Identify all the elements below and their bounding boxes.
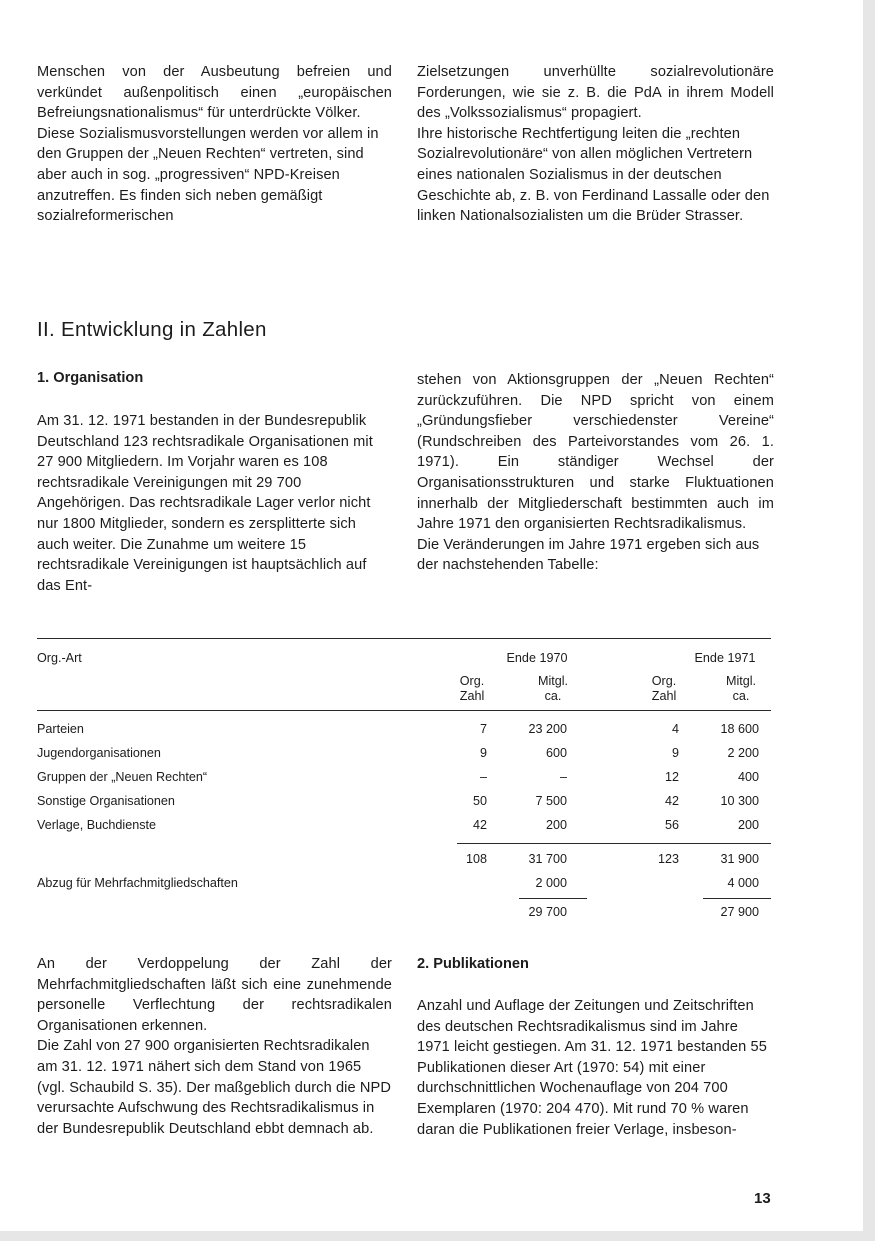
cell-mitgl-1970: – xyxy=(559,770,567,784)
page-number: 13 xyxy=(754,1190,771,1207)
row-label: Verlage, Buchdienste xyxy=(37,818,157,832)
subheader-mitgl-1971: Mitgl. ca. xyxy=(725,674,757,703)
paragraph: Anzahl und Auflage der Zeitungen und Zeitschriften des deutschen Rechtsradikalismus sind im Jahre 1971 leicht gestiegen. Am 31. 12. 1971 bestanden 55 Publikationen dieser Art (1970: 54) mit einer durchschnittlichen Wochenauflage von 204 700 Exemplaren (1970: 204 470). Mit rund 70 % waren daran die Publikationen freier Verlage, insbeson- xyxy=(417,998,767,1138)
paragraph: Ihre historische Rechtfertigung leiten die „rechten Sozialrevolutionäre“ von allen möglichen Vertretern eines nationalen Sozialismus in der deutschen Geschichte ab, z. B. von Ferdinand Lassalle oder den linken Nationalsozialisten um die Brüder Strasser. xyxy=(417,125,770,225)
section-title: II. Entwicklung in Zahlen xyxy=(37,318,267,341)
bottom-right-column xyxy=(417,996,774,1140)
top-left-column xyxy=(37,62,392,227)
cell-mitgl-1970: 600 xyxy=(545,746,567,760)
row-label: Sonstige Organisationen xyxy=(37,794,175,808)
organisation-left-column xyxy=(37,411,392,596)
total-org-1970: 108 xyxy=(465,852,487,866)
subheader-org-zahl-1971: Org. Zahl xyxy=(651,674,677,703)
cell-org-1971: 9 xyxy=(671,746,679,760)
organisation-table xyxy=(37,638,771,930)
cell-mitgl-1971: 10 300 xyxy=(720,794,759,808)
publications-heading: 2. Publikationen xyxy=(417,956,529,972)
paragraph: Menschen von der Ausbeutung befreien und verkündet außenpolitisch einen „europäischen Befreiungsnationalismus“ für unterdrückte Völker. xyxy=(37,64,392,122)
cell-org-1970: – xyxy=(479,770,487,784)
cell-org-1971: 42 xyxy=(664,794,679,808)
net-rule-1971 xyxy=(703,898,771,899)
deduction-mitgl-1970: 2 000 xyxy=(535,876,567,890)
paragraph: Diese Sozialismusvorstellungen werden vor allem in den Gruppen der „Neuen Rechten“ vertreten, sind aber auch in sog. „progressiven“ NPD-Kreisen anzutreffen. Es finden sich neben gemäßigt sozialreformerischen xyxy=(37,125,379,225)
paragraph: stehen von Aktionsgruppen der „Neuen Rechten“ zurückzuführen. Die NPD spricht von einem „Gründungsfieber verschiedenster Vereine“ (Rundschreiben des Parteivorstandes vom 26. 1. 1971). Ein ständiger Wechsel der Organisationsstrukturen und starke Fluktuationen innerhalb der Mitgliederschaft bestimmten auch im Jahre 1971 den organisierten Rechtsradikalismus. xyxy=(417,372,774,533)
organisation-heading: 1. Organisation xyxy=(37,370,144,386)
organisation-right-column xyxy=(417,370,774,576)
column-header-org-art: Org.-Art xyxy=(37,651,82,665)
subheader-org-zahl-1970: Org. Zahl xyxy=(459,674,485,703)
cell-org-1970: 9 xyxy=(479,746,487,760)
cell-mitgl-1970: 200 xyxy=(545,818,567,832)
cell-mitgl-1971: 400 xyxy=(737,770,759,784)
cell-mitgl-1971: 200 xyxy=(737,818,759,832)
cell-org-1971: 12 xyxy=(664,770,679,784)
cell-org-1971: 4 xyxy=(671,722,679,736)
paragraph: Die Zahl von 27 900 organisierten Rechtsradikalen am 31. 12. 1971 nähert sich dem Stand von 1965 (vgl. Schaubild S. 35). Der maßgeblich durch die NPD verursachte Aufschwung des Rechtsradikalismus in der Bundesrepublik Deutschland ebbt demnach ab. xyxy=(37,1038,391,1137)
total-org-1971: 123 xyxy=(657,852,679,866)
table-header-rule xyxy=(37,710,771,711)
cell-org-1970: 7 xyxy=(479,722,487,736)
row-label: Parteien xyxy=(37,722,84,736)
group-header-1970: Ende 1970 xyxy=(506,651,568,665)
group-header-1971: Ende 1971 xyxy=(694,651,756,665)
top-right-column xyxy=(417,62,774,227)
cell-org-1970: 50 xyxy=(472,794,487,808)
row-label: Jugendorganisationen xyxy=(37,746,161,760)
subtotal-rule xyxy=(457,843,771,844)
net-rule-1970 xyxy=(519,898,587,899)
deduction-mitgl-1971: 4 000 xyxy=(727,876,759,890)
subheader-mitgl-1970: Mitgl. ca. xyxy=(537,674,569,703)
paragraph: Am 31. 12. 1971 bestanden in der Bundesrepublik Deutschland 123 rechtsradikale Organisationen mit 27 900 Mitgliedern. Im Vorjahr waren es 108 rechtsradikale Vereinigungen mit 29 700 Angehörigen. Das rechtsradikale Lager verlor nicht nur 1800 Mitglieder, sondern es zersplitterte sich auch weiter. Die Zunahme um weitere 15 rechtsradikale Vereinigungen ist hauptsächlich auf das Ent- xyxy=(37,413,373,594)
table-top-rule xyxy=(37,638,771,639)
paragraph: Zielsetzungen unverhüllte sozialrevolutionäre Forderungen, wie sie z. B. die PdA in ihrem Modell des „Volkssozialismus“ propagiert. xyxy=(417,64,774,122)
total-mitgl-1970: 31 700 xyxy=(528,852,567,866)
cell-mitgl-1971: 2 200 xyxy=(727,746,759,760)
paragraph: Die Veränderungen im Jahre 1971 ergeben sich aus der nachstehenden Tabelle: xyxy=(417,536,760,574)
deduction-label: Abzug für Mehrfachmitgliedschaften xyxy=(37,876,238,890)
net-mitgl-1970: 29 700 xyxy=(528,905,567,919)
bottom-left-column xyxy=(37,954,392,1139)
row-label: Gruppen der „Neuen Rechten“ xyxy=(37,770,208,784)
cell-mitgl-1970: 7 500 xyxy=(535,794,567,808)
total-mitgl-1971: 31 900 xyxy=(720,852,759,866)
paragraph: An der Verdoppelung der Zahl der Mehrfachmitgliedschaften läßt sich eine zunehmende personelle Verflechtung der rechtsradikalen Organisationen erkennen. xyxy=(37,956,392,1034)
cell-mitgl-1970: 23 200 xyxy=(528,722,567,736)
cell-org-1971: 56 xyxy=(664,818,679,832)
cell-mitgl-1971: 18 600 xyxy=(720,722,759,736)
cell-org-1970: 42 xyxy=(472,818,487,832)
net-mitgl-1971: 27 900 xyxy=(720,905,759,919)
